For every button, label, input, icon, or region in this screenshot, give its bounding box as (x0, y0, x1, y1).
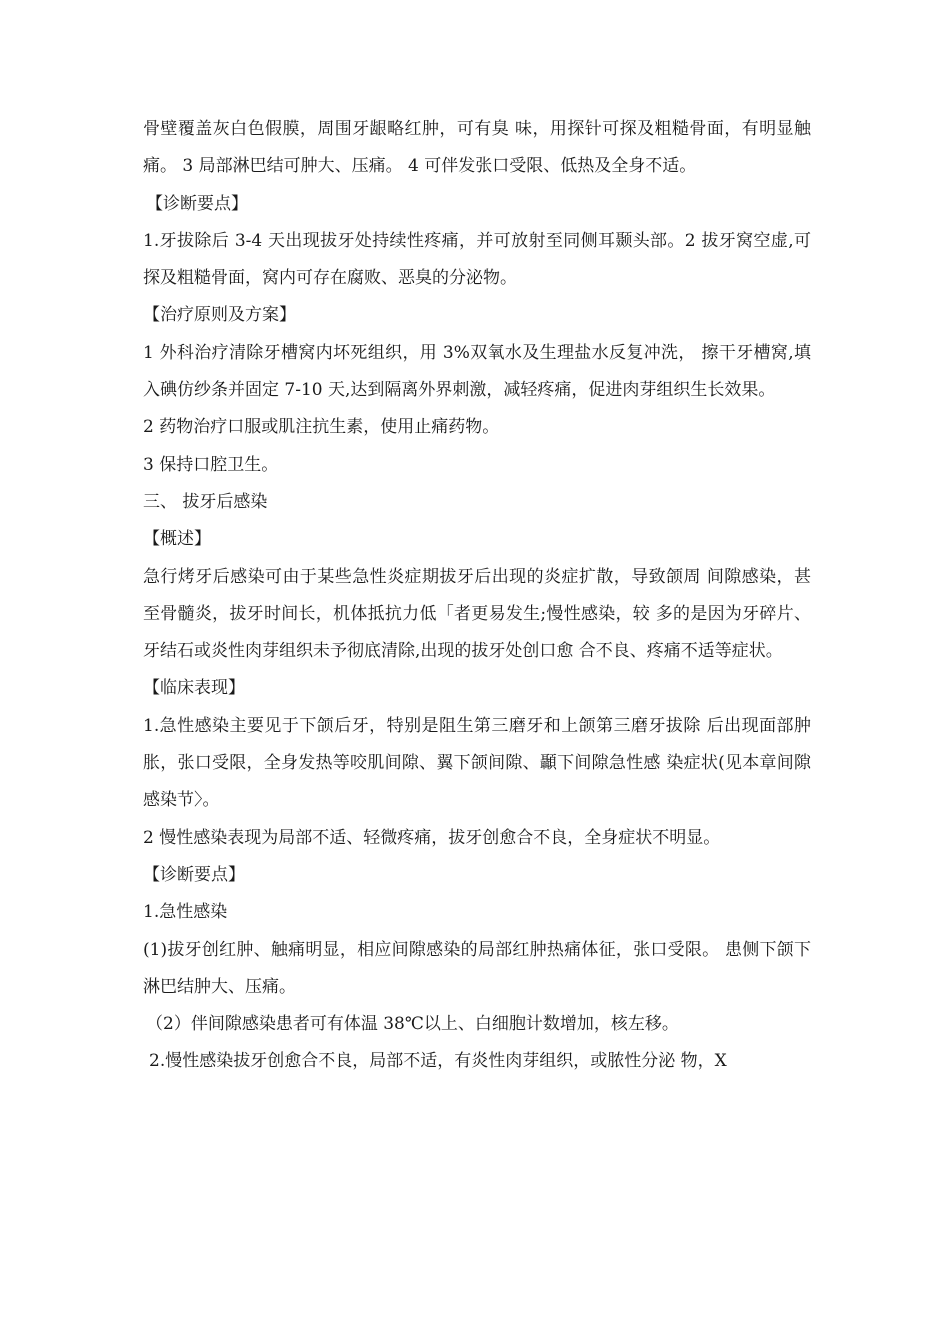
document-body (143, 111, 811, 1081)
paragraph-treatment-drugs: 2 药物治疗口服或肌注抗生素，使用止痛药物。 (143, 417, 500, 438)
heading-treatment-principles: 【治疗原则及方案】 (143, 305, 296, 326)
section-heading-post-extraction-infection: 三、 拔牙后感染 (143, 491, 268, 512)
paragraph-chronic-diagnosis: 2.慢性感染拔牙创愈合不良，局部不适，有炎性肉芽组织，或脓性分泌 物，X (149, 1051, 727, 1072)
paragraph-treatment-hygiene: 3 保持口腔卫生。 (143, 454, 279, 475)
subheading-acute-infection: 1.急性感染 (143, 902, 228, 923)
paragraph-acute-diagnosis-2: （2）伴间隙感染患者可有体温 38℃以上、白细胞计数增加，核左移。 (146, 1014, 679, 1035)
paragraph-acute-diagnosis-1: (1)拔牙创红肿、触痛明显，相应间隙感染的局部红肿热痛体征，张口受限。 患侧下颌下淋巴结肿大、压痛。 (143, 939, 811, 997)
heading-diagnosis-points-2: 【诊断要点】 (143, 864, 245, 885)
heading-diagnosis-points: 【诊断要点】 (146, 193, 248, 214)
paragraph-chronic-infection: 2 慢性感染表现为局部不适、轻微疼痛，拔牙创愈合不良，全身症状不明显。 (143, 827, 721, 848)
paragraph-dry-socket-symptoms: 骨壁覆盖灰白色假膜，周围牙龈略红肿，可有臭 味，用探针可探及粗糙骨面，有明显触痛。 3 局部淋巴结可肿大、压痛。 4 可伴发张口受限、低热及全身不适。 (143, 119, 811, 177)
heading-clinical-manifestations: 【临床表现】 (143, 678, 245, 699)
paragraph-treatment-surgical: 1 外科治疗清除牙槽窝内坏死组织，用 3%双氧水及生理盐水反复冲洗， 擦干牙槽窝,填入碘仿纱条并固定 7-10 天,达到隔离外界刺激，减轻疼痛，促进肉芽组织生长效果。 (143, 342, 811, 401)
paragraph-overview: 急行烤牙后感染可由于某些急性炎症期拔牙后出现的炎症扩散，导致颌周 间隙感染，甚至骨髓炎，拔牙时间长，机体抵抗力低「者更易发生;慢性感染，较 多的是因为牙碎片、牙结石或炎性肉芽组织未予彻底清除,出现的拔牙处创口愈 合不良、疼痛不适等症状。 (143, 566, 811, 662)
heading-overview: 【概述】 (143, 529, 211, 550)
paragraph-acute-infection: 1.急性感染主要见于下颌后牙，特别是阻生第三磨牙和上颌第三磨牙拔除 后出现面部肿胀，张口受限，全身发热等咬肌间隙、翼下颌间隙、顳下间隙急性感 染症状(见本章间隙感染节〉。 (143, 715, 811, 811)
paragraph-diagnosis-1: 1.牙拔除后 3-4 天出现拔牙处持续性疼痛，并可放射至同侧耳颞头部。2 拔牙窝空虚,可探及粗糙骨面，窝内可存在腐败、恶臭的分泌物。 (143, 230, 811, 289)
